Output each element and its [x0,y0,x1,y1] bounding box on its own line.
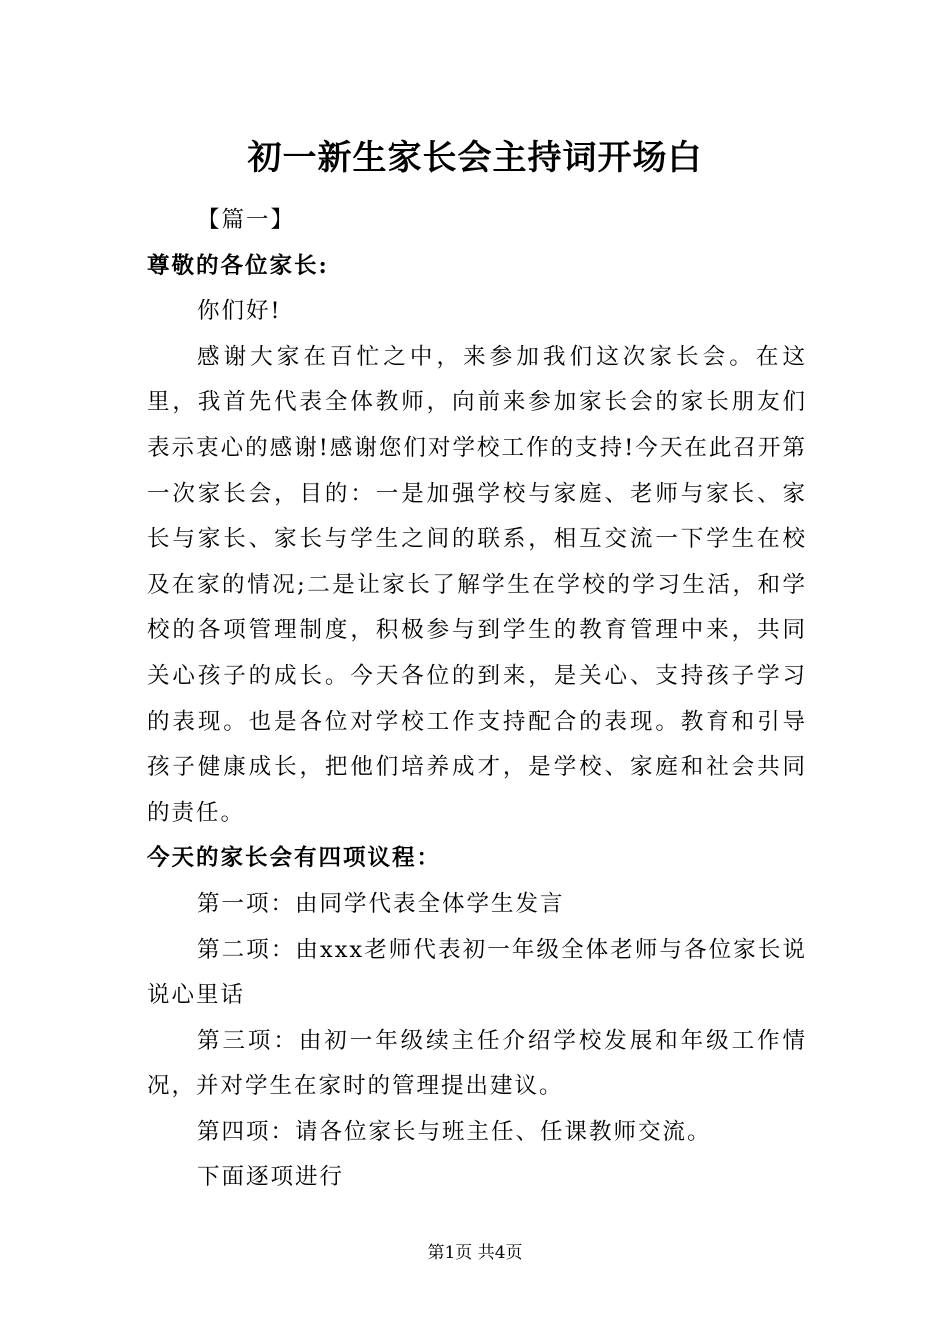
agenda-item-3: 第三项：由初一年级续主任介绍学校发展和年级工作情况，并对学生在家时的管理提出建议。 [147,1027,807,1100]
agenda-item-4: 第四项：请各位家长与班主任、任课教师交流。 [197,1118,712,1145]
document-title: 初一新生家长会主持词开场白 [247,138,703,178]
greeting: 你们好! [197,298,282,325]
agenda-item-1: 第一项：由同学代表全体学生发言 [197,890,565,917]
salutation: 尊敬的各位家长: [147,252,329,279]
closing-line: 下面逐项进行 [197,1164,345,1191]
intro-paragraph: 感谢大家在百忙之中，来参加我们这次家长会。在这里，我首先代表全体教师，向前来参加家长会的家长朋友们表示衷心的感谢!感谢您们对学校工作的支持!今天在此召开第一次家长会，目的：一是加强学校与家庭、老师与家长、家长与家长、家长与学生之间的联系，相互交流一下学生在校及在家的情况;二是让家长了解学生在学校的学习生活，和学校的各项管理制度，积极参与到学生的教育管理中来，共同关心孩子的成长。今天各位的到来，是关心、支持孩子学习的表现。也是各位对学校工作支持配合的表现。教育和引导孩子健康成长，把他们培养成才，是学校、家庭和社会共同的责任。 [147,343,807,826]
section-label: 【篇一】 [197,207,296,233]
page-footer: 第1页 共4页 [427,1243,523,1263]
agenda-heading: 今天的家长会有四项议程： [147,845,442,872]
document-body [147,198,807,1201]
agenda-item-2: 第二项：由xxx老师代表初一年级全体老师与各位家长说说心里话 [147,936,807,1009]
